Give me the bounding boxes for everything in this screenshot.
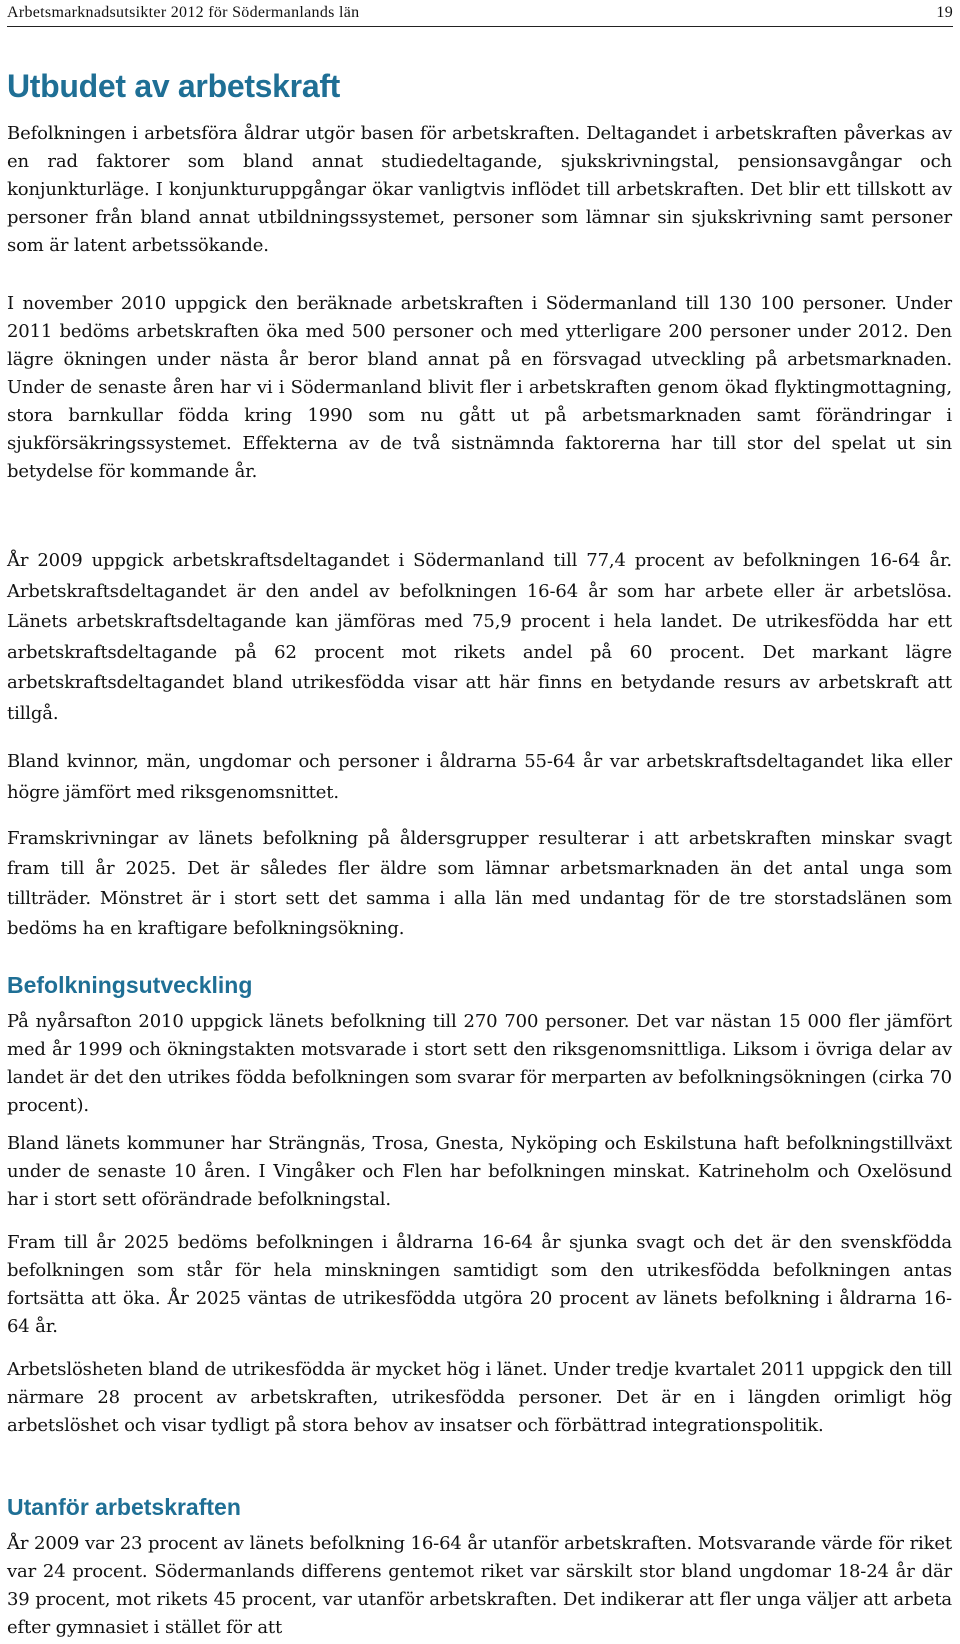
population-paragraph-4: Arbetslösheten bland de utrikesfödda är mycket hög i länet. Under tredje kvartalet 2011 uppgick den till närmare 28 procent av arbetskraften, utrikesfödda personer. Det är en i längden orimligt hög arbetslöshet och visar tydligt på stora behov av insatser och förbättrad integrationspolitik. [7,1359,952,1436]
population-paragraph-3: Fram till år 2025 bedöms befolkningen i åldrarna 16-64 år sjunka svagt och det är den svenskfödda befolkningen som står för hela minskningen samtidigt som den utrikesfödda befolkningen antas fortsätta att öka. År 2025 väntas de utrikesfödda utgöra 20 procent av länets befolkning i åldrarna 16-64 år. [7,1232,952,1337]
outside-labour-force-paragraph: År 2009 var 23 procent av länets befolkning 16-64 år utanför arbetskraften. Motsvarande värde för riket var 24 procent. Södermanlands differens gentemot riket var särskilt stor bland ungdomar 18-24 år där 39 procent, mot rikets 45 procent, var utanför arbetskraften. Det indikerar att fler unga väljer att arbeta efter gymnasiet i stället för att [7,1533,952,1638]
intro-paragraph-2: I november 2010 uppgick den beräknade arbetskraften i Södermanland till 130 100 personer. Under 2011 bedöms arbetskraften öka med 500 personer och med ytterligare 200 personer under 2012. Den lägre ökningen under nästa år beror bland annat på en försvagad utveckling på arbetsmarknaden. Under de senaste åren har vi i Södermanland blivit fler i arbetskraften genom ökad flyktingmottagning, stora barnkullar födda kring 1990 som nu gått ut på arbetsmarknaden samt förändringar i sjukförsäkringssystemet. Effekterna av de två sistnämnda faktorerna har till stor del spelat ut sin betydelse för kommande år. [7,293,952,482]
population-paragraph-2: Bland länets kommuner har Strängnäs, Trosa, Gnesta, Nyköping och Eskilstuna haft befolkningstillväxt under de senaste 10 åren. I Vingåker och Flen har befolkningen minskat. Katrineholm och Oxelösund har i stort sett oförändrade befolkningstal. [7,1133,952,1210]
population-paragraph-1: På nyårsafton 2010 uppgick länets befolkning till 270 700 personer. Det var nästan 15 000 fler jämfört med år 1999 och ökningstakten motsvarade i stort sett den riksgenomsnittliga. Liksom i övriga delar av landet är det den utrikes födda befolkningen som svarar för merparten av befolkningsökningen (cirka 70 procent). [7,1011,952,1116]
section-title: Utbudet av arbetskraft [7,68,341,104]
intro-paragraph-5: Framskrivningar av länets befolkning på åldersgrupper resulterar i att arbetskraften minskar svagt fram till år 2025. Det är således fler äldre som lämnar arbetsmarknaden än det antal unga som tillträder. Mönstret är i stort sett det samma i alla län med undantag för de tre storstadslänen som bedöms ha en kraftigare befolkningsökning. [7,828,952,939]
intro-paragraph-3: År 2009 uppgick arbetskraftsdeltagandet i Södermanland till 77,4 procent av befolkningen 16-64 år. Arbetskraftsdeltagandet är den andel av befolkningen 16-64 år som har arbete eller är arbetslösa. Länets arbetskraftsdeltagande kan jämföras med 75,9 procent i hela landet. De utrikesfödda har ett arbetskraftsdeltagande på 62 procent mot rikets andel på 60 procent. Det markant lägre arbetskraftsdeltagandet bland utrikesfödda visar att här finns en betydande resurs av arbetskraft att tillgå. [7,550,952,724]
page-number: 19 [936,4,953,21]
subsection-title-befolkningsutveckling: Befolkningsutveckling [7,972,253,998]
subsection-title-utanfor-arbetskraften: Utanför arbetskraften [7,1494,241,1520]
intro-paragraph-4: Bland kvinnor, män, ungdomar och personer i åldrarna 55-64 år var arbetskraftsdeltagandet lika eller högre jämfört med riksgenomsnittet. [7,751,952,803]
running-title: Arbetsmarknadsutsikter 2012 för Södermanlands län [7,4,360,21]
running-header [7,0,953,27]
intro-paragraph-1: Befolkningen i arbetsföra åldrar utgör basen för arbetskraften. Deltagandet i arbetskraften påverkas av en rad faktorer som bland annat studiedeltagande, sjukskrivningstal, pensionsavgångar och konjunkturläge. I konjunkturuppgångar ökar vanligtvis inflödet till arbetskraften. Det blir ett tillskott av personer från bland annat utbildningssystemet, personer som lämnar sin sjukskrivning samt personer som är latent arbetssökande. [7,123,952,256]
